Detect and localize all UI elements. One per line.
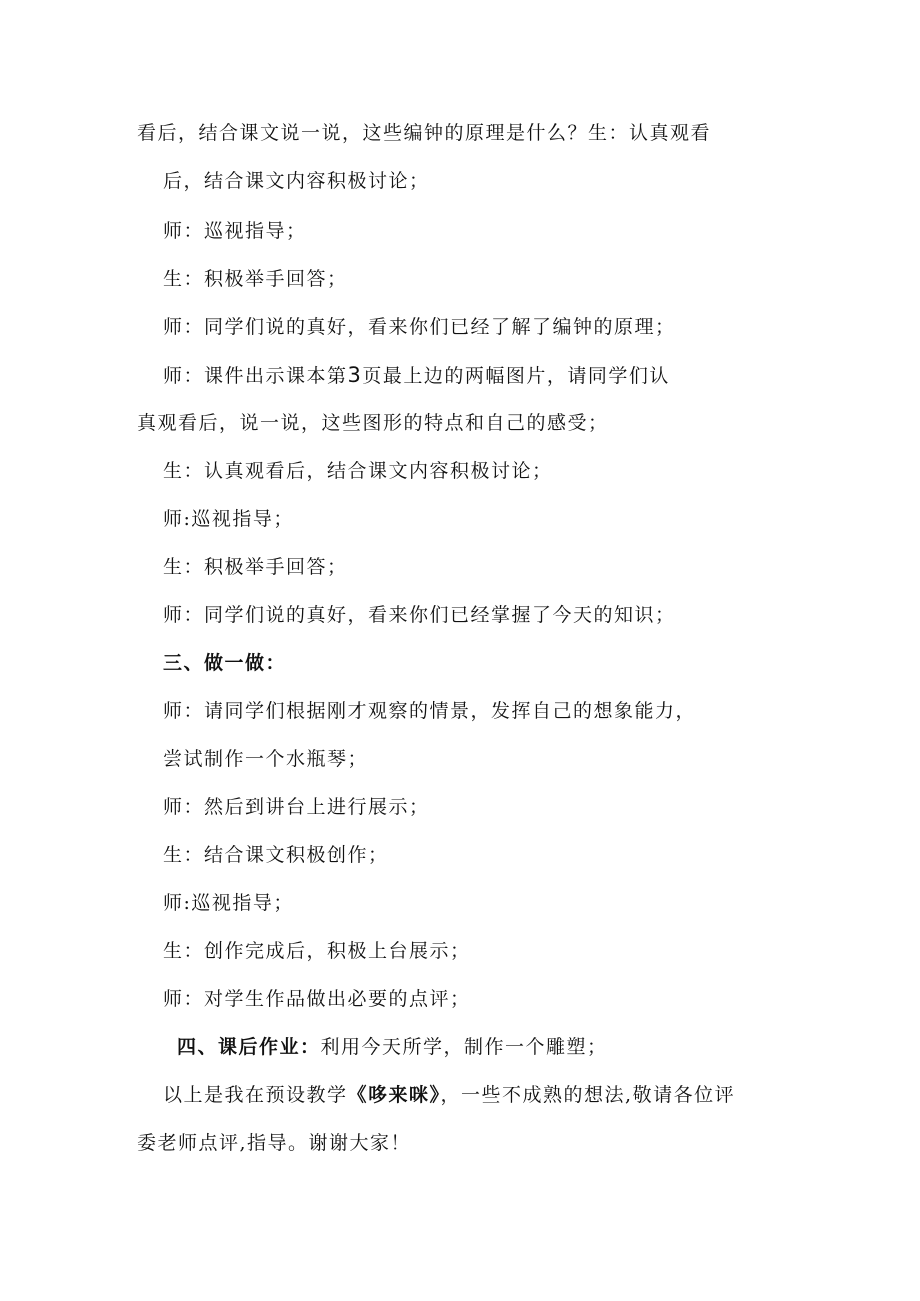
section-heading-homework: 四、课后作业： <box>177 1036 321 1058</box>
paragraph-line: 真观看后，说一说，这些图形的特点和自己的感受； <box>137 412 609 434</box>
courseware-line <box>163 363 670 388</box>
paragraph-line: 看后，结合课文说一说，这些编钟的原理是什么？生：认真观看 <box>137 122 712 144</box>
homework-text: 利用今天所学，制作一个雕塑； <box>320 1036 608 1058</box>
section-heading-do-it: 三、做一做： <box>163 652 287 674</box>
paragraph-line: 生：积极举手回答； <box>163 556 348 578</box>
lesson-title: 《哆来咪》 <box>347 1084 441 1106</box>
paragraph-line: 师:巡视指导； <box>163 508 294 530</box>
closing-text-after: ，一些不成熟的想法,敬请各位评 <box>440 1084 736 1106</box>
courseware-text-after: 页最上边的两幅图片，请同学们认 <box>362 365 670 387</box>
courseware-text-before: 师：课件出示课本第 <box>163 365 348 387</box>
paragraph-line: 师：同学们说的真好，看来你们已经掌握了今天的知识； <box>163 604 676 626</box>
paragraph-line: 师：巡视指导； <box>163 220 307 242</box>
closing-text-before: 以上是我在预设教学 <box>163 1084 348 1106</box>
paragraph-line: 师：请同学们根据刚才观察的情景，发挥自己的想象能力， <box>163 700 697 722</box>
paragraph-line: 生：创作完成后，积极上台展示； <box>163 940 471 962</box>
homework-line <box>177 1035 608 1059</box>
paragraph-line: 尝试制作一个水瓶琴； <box>163 748 369 770</box>
paragraph-line: 生：积极举手回答； <box>163 268 348 290</box>
page-number: 3 <box>347 363 363 387</box>
paragraph-line: 师：对学生作品做出必要的点评； <box>163 988 471 1010</box>
paragraph-line: 生：结合课文积极创作； <box>163 844 389 866</box>
paragraph-line: 委老师点评,指导。谢谢大家！ <box>137 1132 412 1154</box>
closing-line <box>163 1083 735 1107</box>
paragraph-line: 后，结合课文内容积极讨论； <box>163 170 430 192</box>
paragraph-line: 生：认真观看后，结合课文内容积极讨论； <box>163 460 553 482</box>
paragraph-line: 师：然后到讲台上进行展示； <box>163 796 430 818</box>
paragraph-line: 师：同学们说的真好，看来你们已经了解了编钟的原理； <box>163 316 676 338</box>
paragraph-line: 师:巡视指导； <box>163 892 294 914</box>
